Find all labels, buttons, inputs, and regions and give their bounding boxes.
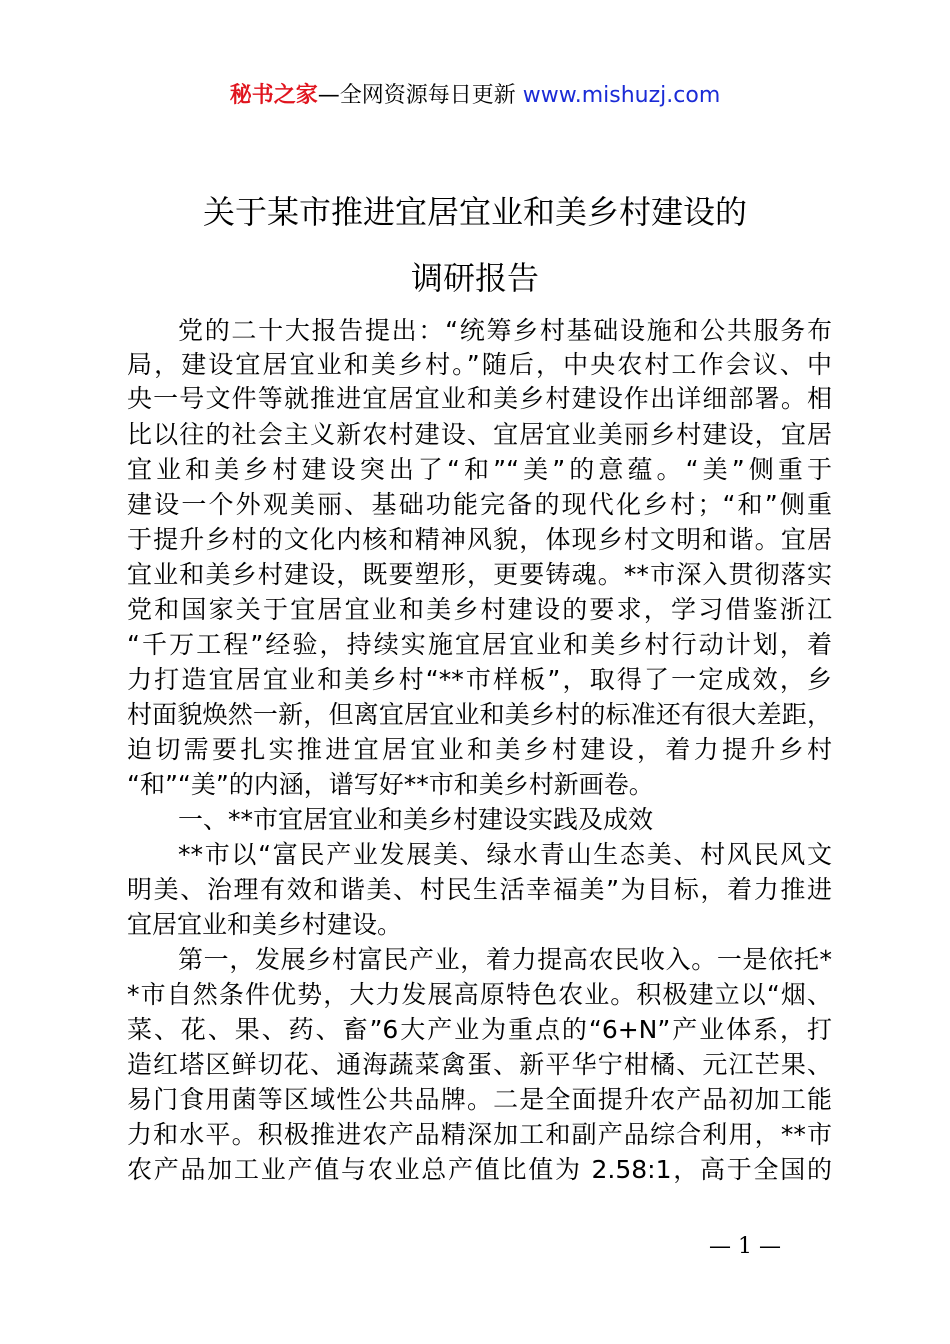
body-line: 力和水平。积极推进农产品精深加工和副产品综合利用，**市 bbox=[127, 1120, 832, 1149]
site-url-link[interactable]: www.mishuzj.com bbox=[522, 83, 721, 108]
body-line: 宜居宜业和美乡村建设。 bbox=[127, 910, 403, 939]
header-tagline: —全网资源每日更新 bbox=[317, 83, 516, 108]
body-line: 央一号文件等就推进宜居宜业和美乡村建设作出详细部署。相 bbox=[127, 384, 832, 413]
body-line: 比以往的社会主义新农村建设、宜居宜业美丽乡村建设，宜居 bbox=[127, 420, 832, 449]
body-line: 第一，发展乡村富民产业，着力提高农民收入。一是依托* bbox=[178, 945, 832, 974]
body-line: 迫切需要扎实推进宜居宜业和美乡村建设，着力提升乡村 bbox=[127, 735, 832, 764]
body-line: 党的二十大报告提出：“统筹乡村基础设施和公共服务布 bbox=[178, 316, 832, 345]
body-line: 建设一个外观美丽、基础功能完备的现代化乡村；“和”侧重 bbox=[127, 490, 832, 519]
body-line: “千万工程”经验，持续实施宜居宜业和美乡村行动计划，着 bbox=[127, 630, 832, 659]
body-line: 局，建设宜居宜业和美乡村。”随后，中央农村工作会议、中 bbox=[127, 350, 832, 379]
body-line: 造红塔区鲜切花、通海蔬菜禽蛋、新平华宁柑橘、元江芒果、 bbox=[127, 1050, 832, 1079]
section-heading: 一、**市宜居宜业和美乡村建设实践及成效 bbox=[178, 805, 654, 834]
body-line: 宜业和美乡村建设突出了“和”“美”的意蕴。“美”侧重于 bbox=[127, 455, 832, 484]
brand-name: 秘书之家 bbox=[229, 83, 318, 108]
body-line: 明美、治理有效和谐美、村民生活幸福美”为目标，着力推进 bbox=[127, 875, 832, 904]
body-line: 于提升乡村的文化内核和精神风貌，体现乡村文明和谐。宜居 bbox=[127, 525, 832, 554]
body-line: 农产品加工业产值与农业总产值比值为 2.58:1，高于全国的 bbox=[127, 1155, 832, 1184]
body-line: 菜、花、果、药、畜”6大产业为重点的“6+N”产业体系，打 bbox=[127, 1015, 832, 1044]
body-line: 村面貌焕然一新，但离宜居宜业和美乡村的标准还有很大差距， bbox=[127, 700, 832, 729]
body-line: “和”“美”的内涵，谱写好**市和美乡村新画卷。 bbox=[127, 770, 654, 799]
page-number: — 1 — bbox=[709, 1234, 781, 1259]
body-line: 党和国家关于宜居宜业和美乡村建设的要求，学习借鉴浙江 bbox=[127, 595, 832, 624]
body-line: **市以“富民产业发展美、绿水青山生态美、村风民风文 bbox=[178, 840, 832, 869]
body-line: *市自然条件优势，大力发展高原特色农业。积极建立以“烟、 bbox=[127, 980, 832, 1009]
body-line: 宜业和美乡村建设，既要塑形，更要铸魂。**市深入贯彻落实 bbox=[127, 560, 832, 589]
body-line: 力打造宜居宜业和美乡村“**市样板”，取得了一定成效，乡 bbox=[127, 665, 832, 694]
site-header bbox=[0, 80, 950, 112]
document-title-line-1: 关于某市推进宜居宜业和美乡村建设的 bbox=[202, 193, 747, 231]
body-line: 易门食用菌等区域性公共品牌。二是全面提升农产品初加工能 bbox=[127, 1085, 832, 1114]
document-title-line-2: 调研报告 bbox=[410, 259, 539, 297]
